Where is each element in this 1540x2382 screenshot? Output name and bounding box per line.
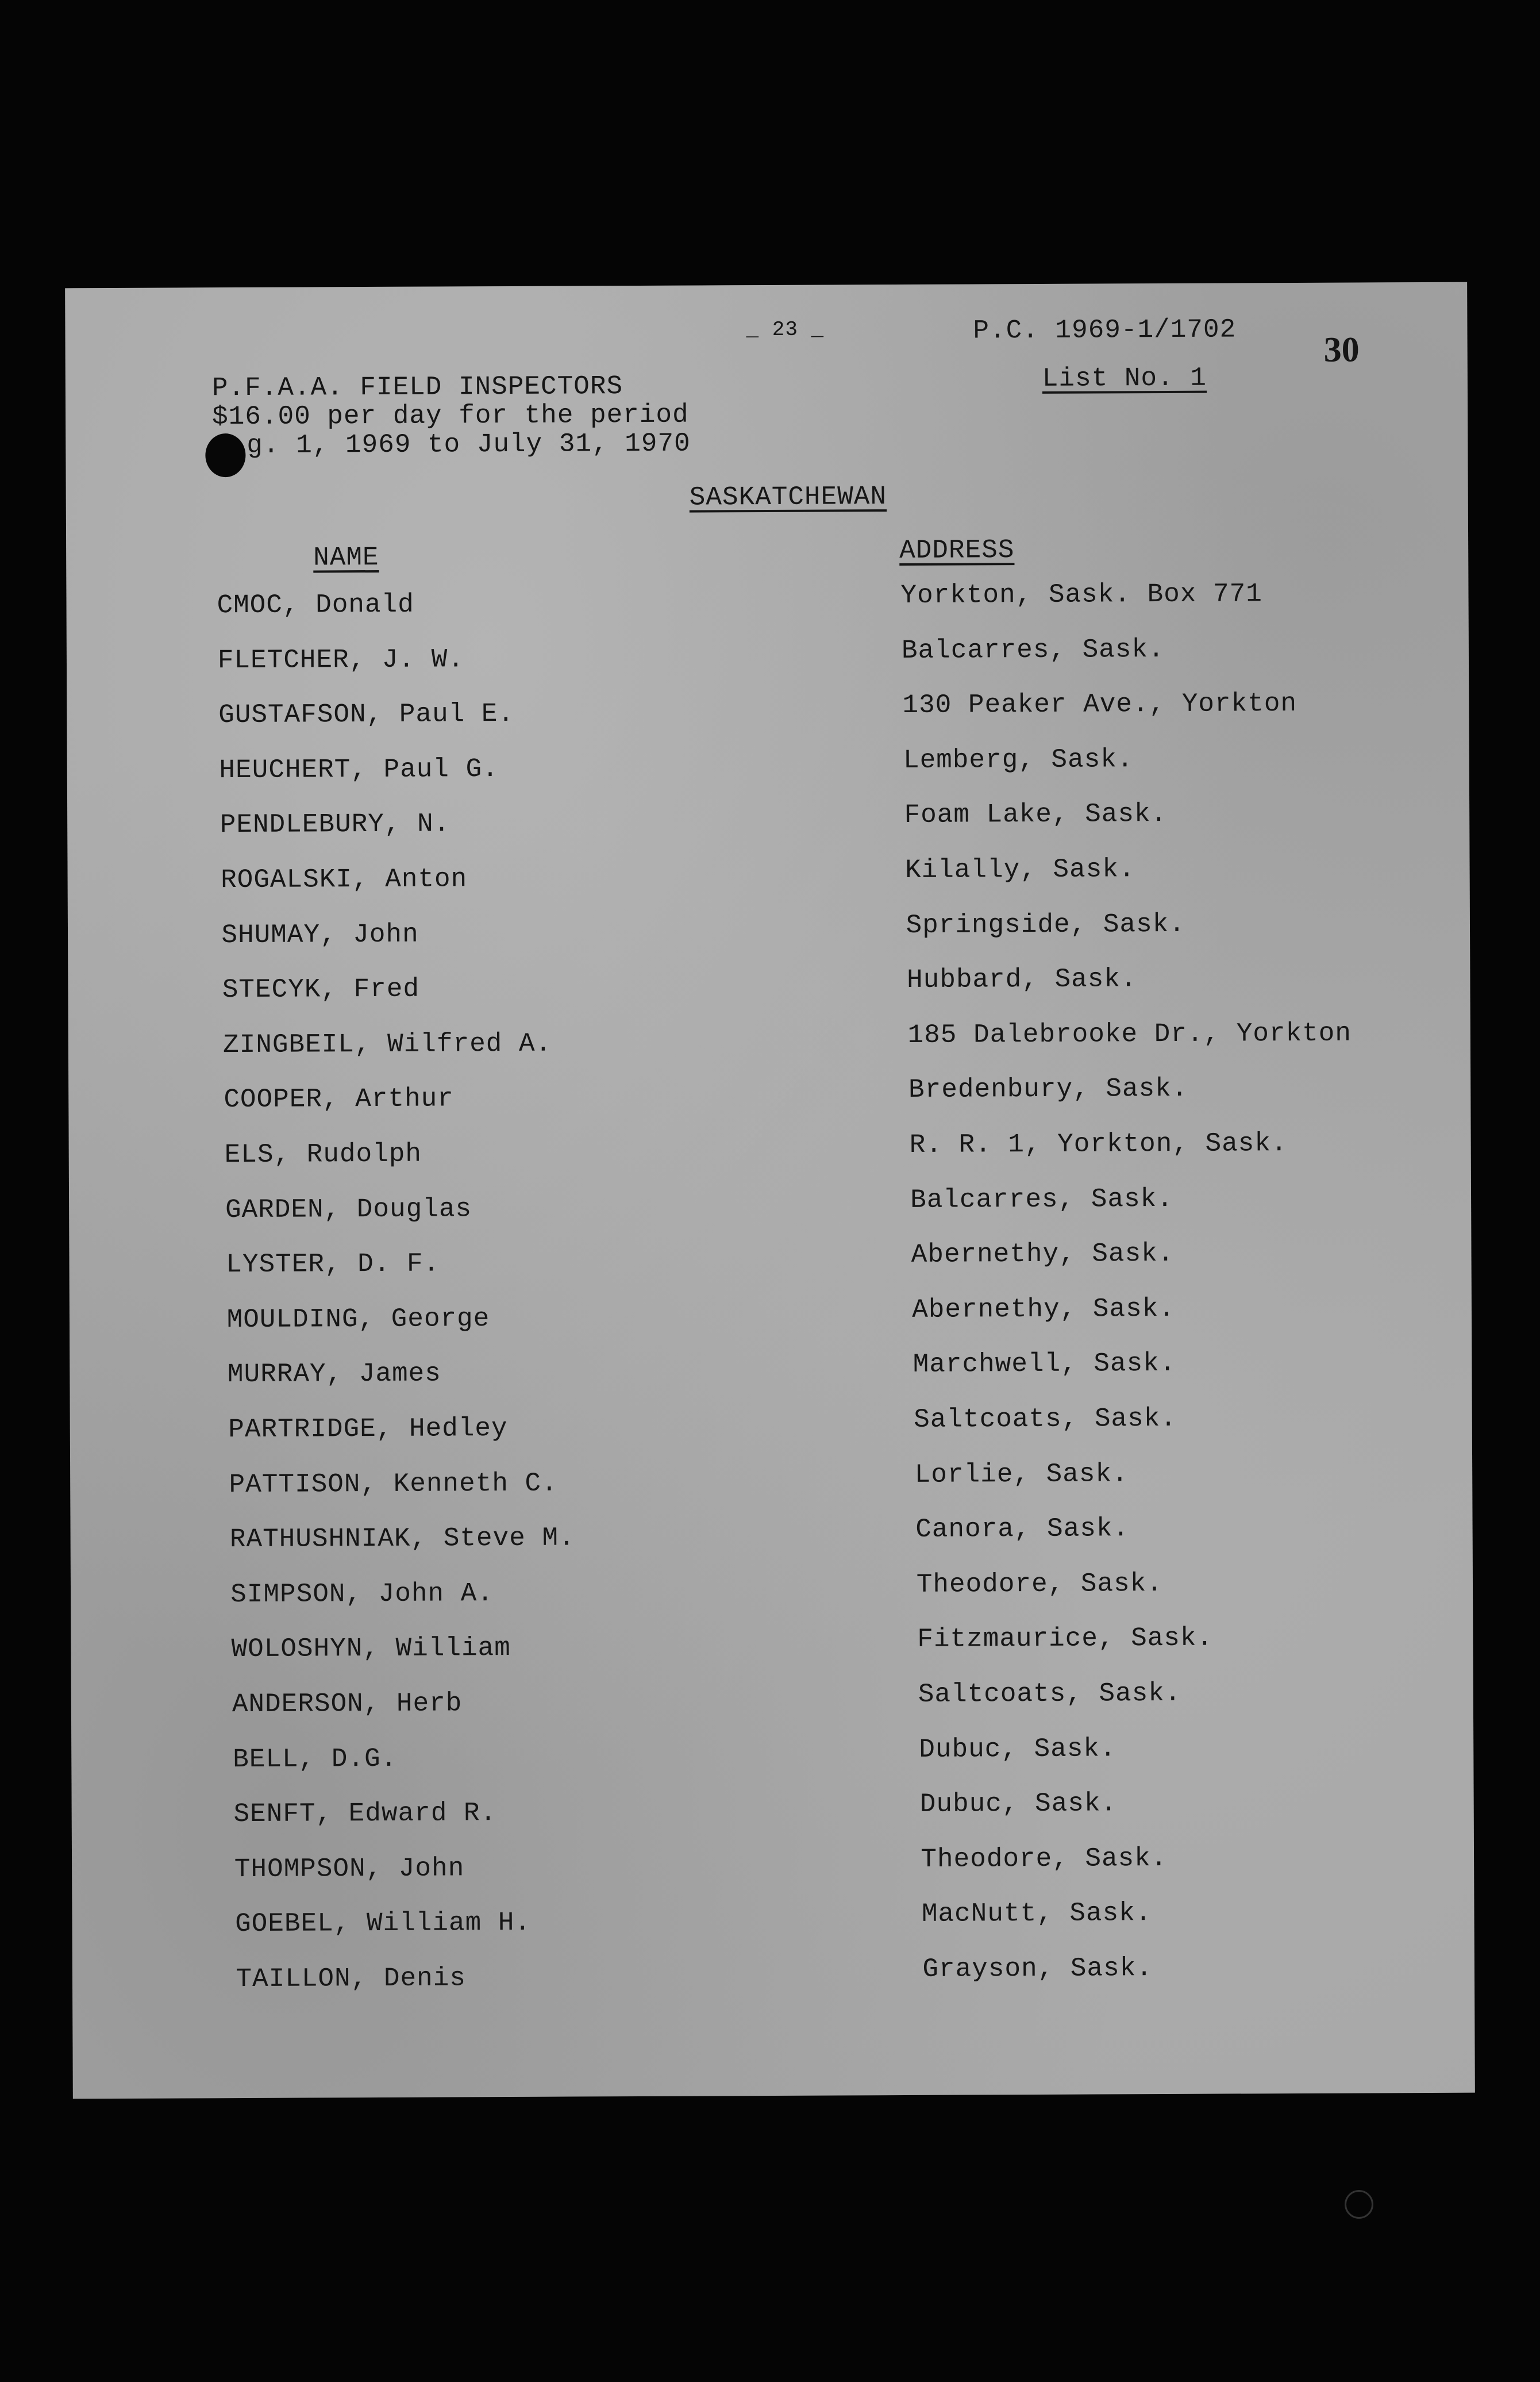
document-page (65, 282, 1475, 2099)
inspector-name: PATTISON, Kenneth C. (229, 1468, 558, 1500)
inspector-address: Kilally, Sask. (904, 854, 1135, 885)
inspector-address: Theodore, Sask. (921, 1843, 1168, 1874)
inspector-name: PENDLEBURY, N. (220, 809, 451, 840)
inspector-name: COOPER, Arthur (224, 1084, 454, 1115)
inspector-address: Springside, Sask. (906, 909, 1185, 940)
page-number: 30 (1323, 330, 1360, 370)
inspector-name: GUSTAFSON, Paul E. (218, 699, 515, 731)
inspector-address: 130 Peaker Ave., Yorkton (902, 689, 1298, 721)
inspector-name: ZINGBEIL, Wilfred A. (222, 1028, 552, 1060)
section-title: SASKATCHEWAN (689, 482, 887, 513)
inspector-name: BELL, D.G. (233, 1743, 398, 1774)
inspector-address: R. R. 1, Yorkton, Sask. (909, 1128, 1288, 1160)
inspector-address: Grayson, Sask. (922, 1953, 1153, 1984)
column-header-address: ADDRESS (899, 535, 1015, 566)
inspector-address: Abernethy, Sask. (912, 1293, 1175, 1325)
intro-line-1: P.F.A.A. FIELD INSPECTORS (211, 371, 623, 404)
column-header-name: NAME (313, 542, 379, 573)
inspector-address: Balcarres, Sask. (910, 1184, 1173, 1215)
inspector-address: Foam Lake, Sask. (904, 799, 1168, 831)
inspector-address: Abernethy, Sask. (911, 1239, 1175, 1270)
inspector-address: MacNutt, Sask. (921, 1898, 1152, 1930)
inspector-address: Dubuc, Sask. (919, 1733, 1116, 1765)
intro-line-3: g. 1, 1969 to July 31, 1970 (247, 428, 691, 460)
inspector-address: Dubuc, Sask. (919, 1788, 1118, 1820)
inspector-name: THOMPSON, John (234, 1853, 465, 1884)
inspector-name: PARTRIDGE, Hedley (228, 1413, 508, 1445)
inspector-name: ELS, Rudolph (224, 1139, 422, 1170)
punch-hole (205, 433, 245, 477)
inspector-address: Canora, Sask. (915, 1513, 1130, 1545)
inspector-address: Balcarres, Sask. (901, 634, 1165, 666)
list-label: List No. 1 (1042, 363, 1207, 394)
inspector-name: STECYK, Fred (222, 974, 420, 1005)
inspector-name: ROGALSKI, Anton (221, 864, 468, 896)
inspector-name: FLETCHER, J. W. (217, 644, 465, 675)
inspector-name: CMOC, Donald (217, 589, 414, 621)
inspector-name: GOEBEL, William H. (235, 1908, 532, 1939)
inspector-address: Hubbard, Sask. (906, 964, 1137, 996)
inspector-address: Marchwell, Sask. (913, 1348, 1176, 1380)
inspector-name: MURRAY, James (227, 1358, 441, 1390)
inspector-name: HEUCHERT, Paul G. (219, 754, 499, 785)
order-reference: P.C. 1969-1/1702 (973, 314, 1237, 346)
inspector-address: Lemberg, Sask. (903, 744, 1134, 775)
inspector-address: Bredenbury, Sask. (908, 1074, 1188, 1105)
inspector-address: Saltcoats, Sask. (914, 1403, 1177, 1435)
inspector-name: SENFT, Edward R. (233, 1798, 497, 1830)
inspector-name: WOLOSHYN, William (231, 1633, 511, 1665)
scanner-mark-icon (1345, 2190, 1373, 2219)
inspector-name: MOULDING, George (226, 1303, 490, 1335)
inspector-name: LYSTER, D. F. (226, 1248, 440, 1280)
inspector-name: TAILLON, Denis (236, 1963, 467, 1995)
inspector-name: ANDERSON, Herb (232, 1688, 463, 1720)
inspector-address: Saltcoats, Sask. (918, 1678, 1181, 1709)
inspector-name: SIMPSON, John A. (230, 1578, 494, 1609)
inspector-address: Lorlie, Sask. (914, 1458, 1129, 1490)
intro-line-2: $16.00 per day for the period (212, 399, 689, 432)
inspector-address: Yorkton, Sask. Box 771 (900, 579, 1262, 610)
inspector-address: Fitzmaurice, Sask. (917, 1623, 1214, 1655)
sheet-number: _ 23 _ (746, 317, 825, 342)
inspector-address: Theodore, Sask. (916, 1568, 1163, 1600)
inspector-address: 185 Dalebrooke Dr., Yorkton (907, 1018, 1352, 1050)
inspector-name: SHUMAY, John (221, 919, 419, 950)
inspector-name: RATHUSHNIAK, Steve M. (229, 1523, 575, 1555)
inspector-name: GARDEN, Douglas (225, 1193, 472, 1225)
